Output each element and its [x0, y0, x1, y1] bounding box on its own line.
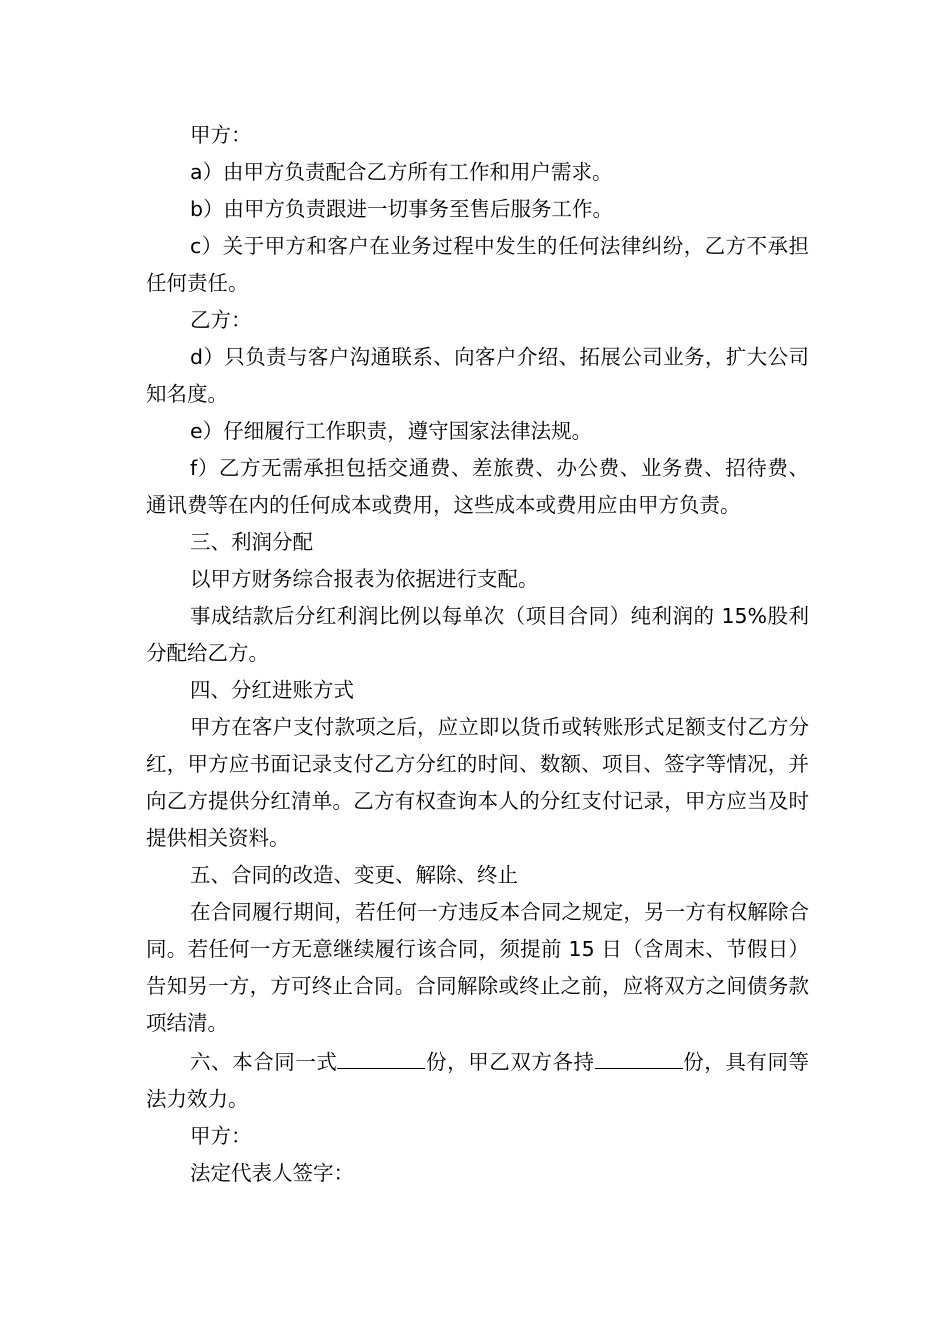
section-5-heading: 五、合同的改造、变更、解除、终止 [190, 863, 518, 887]
section-4-paragraph: 甲方在客户支付款项之后，应立即以货币或转账形式足额支付乙方分红，甲方应书面记录支付乙方分红的时间、数额、项目、签字等情况，并向乙方提供分红清单。乙方有权查询本人的分红支付记录，甲方应当及时提供相关资料。 [146, 715, 809, 850]
clause-a: a）由甲方负责配合乙方所有工作和用户需求。 [190, 160, 613, 184]
party-b-label: 乙方： [190, 308, 252, 332]
section-4-heading: 四、分红进账方式 [190, 678, 354, 702]
clause-c: c）关于甲方和客户在业务过程中发生的任何法律纠纷，乙方不承担任何责任。 [146, 234, 809, 295]
section-5-paragraph: 在合同履行期间，若任何一方违反本合同之规定，另一方有权解除合同。若任何一方无意继续履行该合同，须提前 15 日（含周末、节假日）告知另一方，方可终止合同。合同解除或终止之前，应将双方之间债务款项结清。 [146, 900, 809, 1035]
clause-d: d）只负责与客户沟通联系、向客户介绍、拓展公司业务，扩大公司知名度。 [146, 345, 809, 406]
section-6-text-2: 份，甲乙双方各持 [425, 1050, 595, 1074]
section-6-text-3: 份，具有同等法力效力。 [146, 1050, 810, 1111]
section-6-paragraph [146, 1042, 809, 1118]
clause-f: f）乙方无需承担包括交通费、差旅费、办公费、业务费、招待费、通讯费等在内的任何成本或费用，这些成本或费用应由甲方负责。 [146, 456, 809, 517]
party-a-label: 甲方： [190, 123, 252, 147]
clause-b: b）由甲方负责跟进一切事务至售后服务工作。 [190, 197, 614, 221]
section-3-heading: 三、利润分配 [190, 530, 313, 554]
legal-representative-signature-label: 法定代表人签字： [190, 1161, 354, 1185]
section-3-paragraph-2: 事成结款后分红利润比例以每单次（项目合同）纯利润的 15%股利分配给乙方。 [146, 604, 809, 665]
document-body [146, 117, 809, 1192]
section-6-text-1: 六、本合同一式 [190, 1050, 338, 1074]
clause-e: e）仔细履行工作职责，遵守国家法律法规。 [190, 419, 593, 443]
copies-total-blank [337, 1042, 425, 1069]
section-3-paragraph-1: 以甲方财务综合报表为依据进行支配。 [190, 567, 539, 591]
copies-each-blank [595, 1042, 683, 1069]
party-a-signature-label: 甲方： [190, 1124, 252, 1148]
